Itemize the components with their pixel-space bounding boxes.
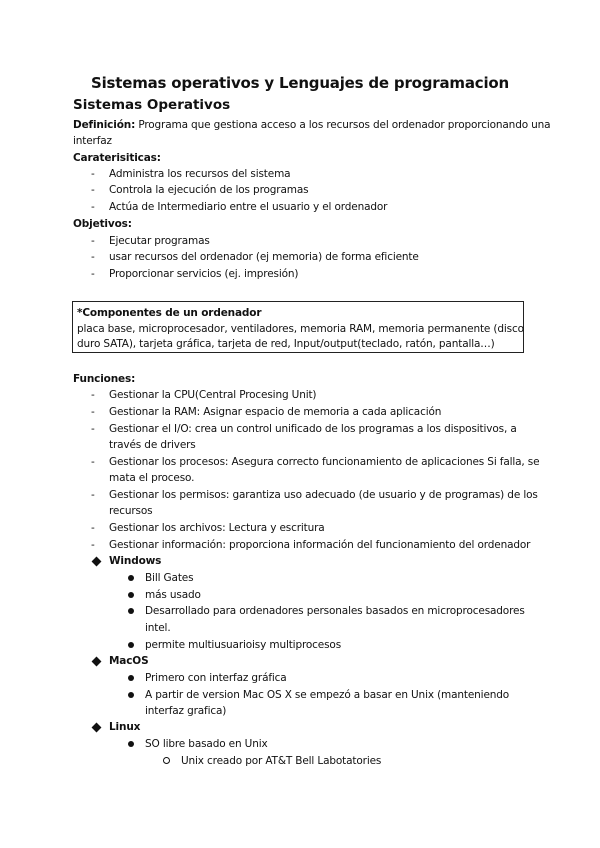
components-text: placa base, microprocesador, ventiladores, memoria RAM, memoria permanente (disco	[77, 323, 524, 335]
macos-item-cont: interfaz grafica)	[145, 705, 227, 717]
function-item-cont: mata el proceso.	[109, 472, 195, 484]
bullet-dot-icon	[128, 608, 134, 614]
linux-heading: Linux	[109, 721, 141, 733]
function-item-cont: través de drivers	[109, 439, 196, 451]
bullet-dot-icon	[128, 642, 134, 648]
bullet-dot-icon	[128, 675, 134, 681]
bullet-dot-icon	[128, 692, 134, 698]
characteristic-item: Controla la ejecución de los programas	[109, 184, 309, 196]
diamond-bullet-icon	[92, 723, 102, 733]
functions-label: Funciones:	[73, 373, 136, 385]
function-item: Gestionar el I/O: crea un control unificado de los programas a los dispositivos, a	[109, 423, 517, 435]
characteristic-item: Administra los recursos del sistema	[109, 168, 291, 180]
objective-item: Ejecutar programas	[109, 235, 210, 247]
macos-item: A partir de version Mac OS X se empezó a basar en Unix (manteniendo	[145, 689, 510, 701]
characteristic-item: Actúa de Intermediario entre el usuario y el ordenador	[109, 201, 388, 213]
windows-item: permite multiusuarioisy multiprocesos	[145, 639, 342, 651]
bullet-dot-icon	[128, 592, 134, 598]
windows-item: Bill Gates	[145, 572, 194, 584]
page-title: Sistemas operativos y Lenguajes de programacion	[90, 74, 509, 92]
components-title: *Componentes de un ordenador	[77, 307, 262, 319]
function-item: Gestionar los procesos: Asegura correcto funcionamiento de aplicaciones Si falla, se	[109, 456, 540, 468]
windows-item: más usado	[145, 589, 201, 601]
definition-label: Definición:	[73, 119, 136, 131]
section-heading: Sistemas Operativos	[73, 97, 231, 113]
windows-heading: Windows	[109, 555, 162, 567]
characteristics-label: Caraterisiticas:	[73, 152, 161, 164]
function-item: Gestionar información: proporciona información del funcionamiento del ordenador	[109, 539, 531, 551]
function-item: Gestionar la RAM: Asignar espacio de memoria a cada aplicación	[109, 406, 442, 418]
components-text-cont: duro SATA), tarjeta gráfica, tarjeta de red, Input/output(teclado, ratón, pantalla…)	[77, 338, 495, 350]
objectives-label: Objetivos:	[73, 218, 132, 230]
macos-item: Primero con interfaz gráfica	[145, 672, 287, 684]
components-box	[72, 301, 524, 353]
function-item: Gestionar los permisos: garantiza uso adecuado (de usuario y de programas) de los	[109, 489, 538, 501]
diamond-bullet-icon	[92, 557, 102, 567]
bullet-dot-icon	[128, 741, 134, 747]
definition-line	[73, 117, 550, 133]
linux-item: SO libre basado en Unix	[145, 738, 268, 750]
function-item-cont: recursos	[109, 505, 153, 517]
linux-subitem: Unix creado por AT&T Bell Labotatories	[181, 755, 382, 767]
macos-heading: MacOS	[109, 655, 149, 667]
document-page: Sistemas operativos y Lenguajes de programacion Sistemas Operativos Definición: Programa que gestiona acceso a los recursos del ordenador proporcionando una interfaz Caraterisiticas: - Administra los recursos del sistema - Controla la ejecución de los programas - Actúa de Intermediario entre el usuario y el ordenador Objetivos: - Ejecutar programas - usar recursos del ordenador (ej memoria) de forma eficiente - Proporcionar servicios (ej. impresión) *Componentes de un ordenador placa base, microprocesador, ventiladores, memoria RAM, memoria permanente (disco duro SATA), tarjeta gráfica, tarjeta de red, Input/output(teclado, ratón, pantalla…) Funciones: - Gestionar la CPU(Central Procesing Unit) - Gestionar la RAM: Asignar espacio de memoria a cada aplicación - Gestionar el I/O: crea un control unificado de los programas a los dispositivos, a través de drivers - Gestionar los procesos: Asegura correcto funcionamiento de aplicaciones Si falla, se mata el proceso. - Gestionar los permisos: garantiza uso adecuado (de usuario y de programas) de los recursos - Gestionar los archivos: Lectura y escritura - Gestionar información: proporciona información del funcionamiento del ordenador Windows Bill Gates más usado Desarrollado para ordenadores personales basados en microprocesadores intel. permite multiusuarioisy multiprocesos MacOS Primero con interfaz gráfica A partir de version Mac OS X se empezó a basar en Unix (manteniendo interfaz grafica) Linux SO libre basado en Unix Unix creado por AT&T Bell Labotatories	[0, 0, 600, 848]
objective-item: usar recursos del ordenador (ej memoria) de forma eficiente	[109, 251, 419, 263]
definition-text: Programa que gestiona acceso a los recursos del ordenador proporcionando una	[135, 119, 551, 131]
function-item: Gestionar la CPU(Central Procesing Unit)	[109, 389, 317, 401]
diamond-bullet-icon	[92, 657, 102, 667]
bullet-dot-icon	[128, 575, 134, 581]
definition-text-cont: interfaz	[73, 135, 112, 147]
windows-item: Desarrollado para ordenadores personales basados en microprocesadores	[145, 605, 525, 617]
windows-item-cont: intel.	[145, 622, 171, 634]
bullet-circle-icon	[163, 757, 170, 764]
function-item: Gestionar los archivos: Lectura y escritura	[109, 522, 325, 534]
objective-item: Proporcionar servicios (ej. impresión)	[109, 268, 299, 280]
